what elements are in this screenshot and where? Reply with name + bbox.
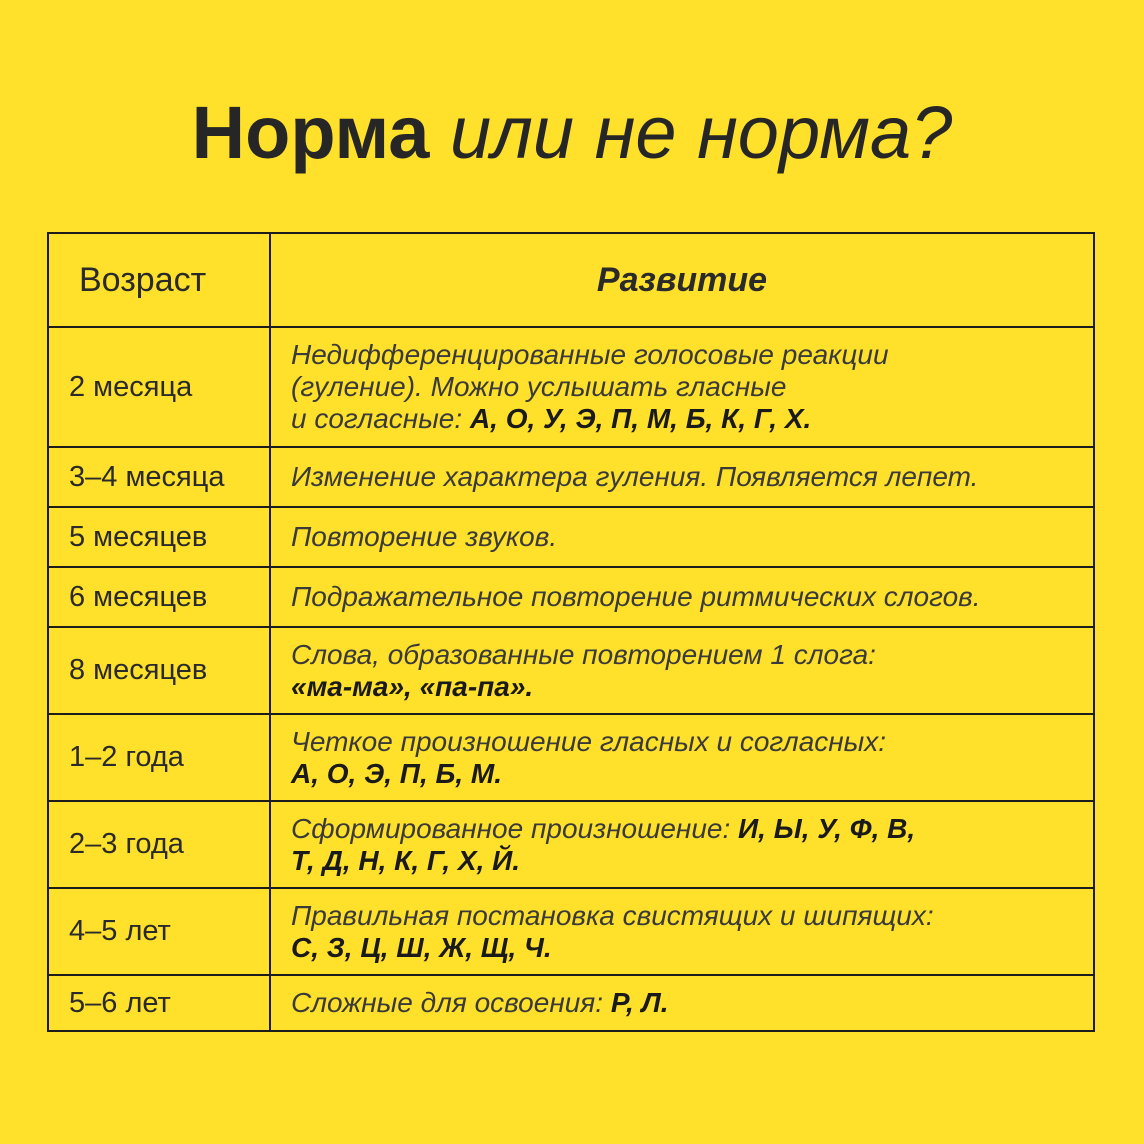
age-cell: 5–6 лет xyxy=(48,975,270,1031)
development-text: (гуление). Можно услышать гласные xyxy=(291,371,787,402)
development-line xyxy=(291,987,1087,1019)
development-line xyxy=(291,461,1087,493)
development-line xyxy=(291,845,1087,877)
development-line xyxy=(291,403,1087,435)
table-row xyxy=(48,801,1094,888)
age-cell: 4–5 лет xyxy=(48,888,270,975)
age-cell: 2 месяца xyxy=(48,327,270,447)
table-row xyxy=(48,447,1094,507)
development-text: Недифференцированные голосовые реакции xyxy=(291,339,889,370)
development-line xyxy=(291,521,1087,553)
age-cell: 3–4 месяца xyxy=(48,447,270,507)
development-text: Изменение характера гуления. Появляется лепет. xyxy=(291,461,979,492)
development-text: Слова, образованные повторением 1 слога: xyxy=(291,638,876,670)
development-cell xyxy=(270,447,1094,507)
sounds-bold: А, О, Э, П, Б, М. xyxy=(291,757,502,789)
development-cell xyxy=(270,975,1094,1031)
development-cell xyxy=(270,801,1094,888)
age-cell: 2–3 года xyxy=(48,801,270,888)
age-cell: 1–2 года xyxy=(48,714,270,801)
development-line xyxy=(291,339,1087,371)
age-cell: 5 месяцев xyxy=(48,507,270,567)
header-development: Развитие xyxy=(270,233,1094,327)
table-row xyxy=(48,888,1094,975)
sounds-bold: «ма-ма», «па-па». xyxy=(291,670,534,702)
age-cell: 6 месяцев xyxy=(48,567,270,627)
development-line xyxy=(291,639,1087,671)
header-age: Возраст xyxy=(48,233,270,327)
sounds-bold: Р, Л. xyxy=(610,987,669,1018)
table-row xyxy=(48,627,1094,714)
development-cell xyxy=(270,507,1094,567)
development-line xyxy=(291,671,1087,703)
development-text: Повторение звуков. xyxy=(291,521,558,552)
development-line xyxy=(291,932,1087,964)
sounds-bold: А, О, У, Э, П, М, Б, К, Г, Х. xyxy=(469,403,812,434)
development-line xyxy=(291,726,1087,758)
development-cell xyxy=(270,627,1094,714)
table-header-row xyxy=(48,233,1094,327)
development-line xyxy=(291,813,1087,845)
development-line xyxy=(291,900,1087,932)
page-title xyxy=(0,88,1144,178)
table-row xyxy=(48,327,1094,447)
table-row xyxy=(48,714,1094,801)
development-text: Сформированное произношение: xyxy=(291,812,739,844)
age-cell: 8 месяцев xyxy=(48,627,270,714)
development-text: Правильная постановка свистящих и шипящих: xyxy=(291,899,934,931)
table-row xyxy=(48,507,1094,567)
speech-norms-table xyxy=(47,232,1095,1032)
table-row xyxy=(48,975,1094,1031)
development-text: Сложные для освоения: xyxy=(291,987,611,1018)
development-text: Подражательное повторение ритмических слогов. xyxy=(291,581,981,612)
development-text: и согласные: xyxy=(291,403,470,434)
sounds-bold: Т, Д, Н, К, Г, Х, Й. xyxy=(291,844,521,876)
sounds-bold: И, Ы, У, Ф, В, xyxy=(738,812,916,844)
table-row xyxy=(48,567,1094,627)
development-cell xyxy=(270,327,1094,447)
development-line xyxy=(291,371,1087,403)
development-cell xyxy=(270,888,1094,975)
title-bold: Норма xyxy=(191,91,430,174)
development-line xyxy=(291,581,1087,613)
development-cell xyxy=(270,714,1094,801)
development-text: Четкое произношение гласных и согласных: xyxy=(291,725,887,757)
development-cell xyxy=(270,567,1094,627)
sounds-bold: С, З, Ц, Ш, Ж, Щ, Ч. xyxy=(291,931,552,963)
development-line xyxy=(291,758,1087,790)
title-italic: или не норма? xyxy=(450,91,953,174)
